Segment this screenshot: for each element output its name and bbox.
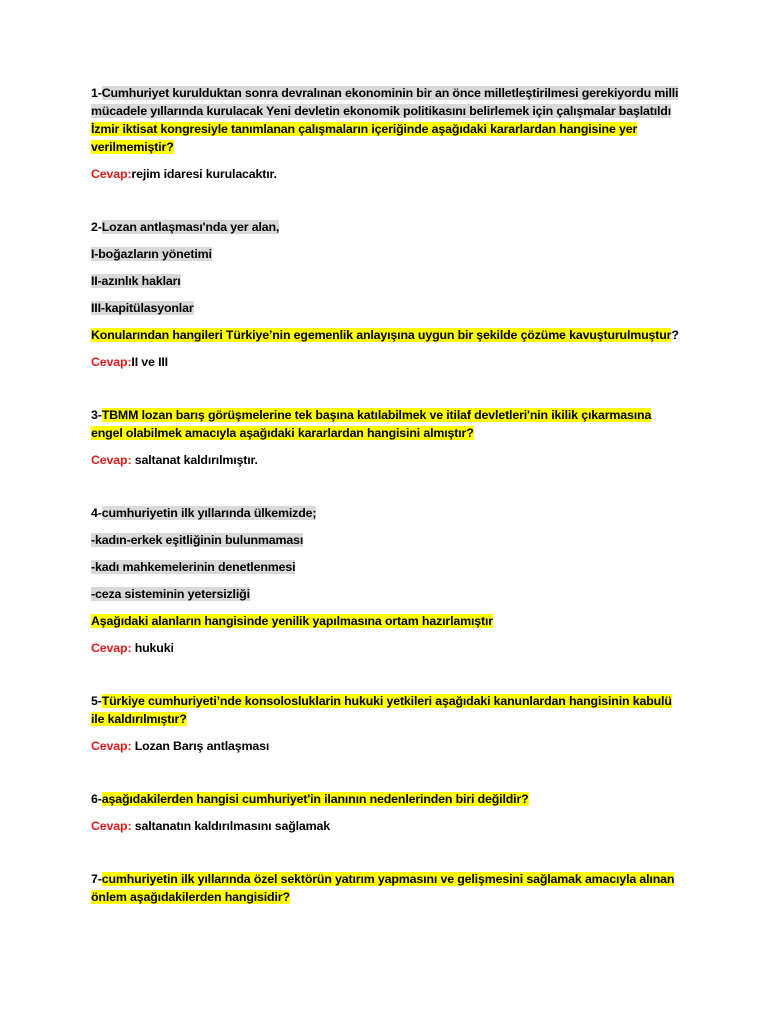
list-item [91, 585, 681, 603]
answer-label: Cevap: [91, 167, 132, 181]
answer-6 [91, 817, 681, 835]
question-number: 4- [91, 506, 102, 520]
question-6 [91, 790, 681, 808]
question-number: 5- [91, 694, 102, 708]
question-context: cumhuriyetin ilk yıllarında ülkemizde; [101, 506, 317, 520]
question-7 [91, 870, 681, 906]
list-item-text: -kadın-erkek eşitliğinin bulunmaması [91, 533, 304, 547]
question-context: Lozan antlaşması'nda yer alan, [101, 220, 280, 234]
question-number: 3- [91, 408, 102, 422]
answer-3 [91, 451, 681, 469]
document-page [91, 84, 681, 906]
answer-label: Cevap: [91, 819, 132, 833]
answer-text: II ve III [131, 355, 168, 369]
answer-label: Cevap: [91, 739, 132, 753]
list-item [91, 272, 681, 290]
question-number: 7- [91, 872, 102, 886]
question-5 [91, 692, 681, 728]
answer-text: Lozan Barış antlaşması [134, 739, 270, 753]
list-item [91, 299, 681, 317]
answer-1 [91, 165, 681, 183]
answer-text: rejim idaresi kurulacaktır. [131, 167, 277, 181]
question-text: Konularından hangileri Türkiye’nin egemenlik anlayışına uygun bir şekilde çözüme kavuşturulmuştur [91, 328, 672, 342]
answer-text: saltanat kaldırılmıştır. [134, 453, 258, 467]
answer-label: Cevap: [91, 355, 132, 369]
question-context: Cumhuriyet kurulduktan sonra devralınan ekonominin bir an önce milletleştirilmesi gerekiyordu milli mücadele yıllarında kurulacak Yeni devletin ekonomik politikasını belirlemek için çalışmalar başlatıldı [91, 86, 679, 118]
list-item-text: III-kapitülasyonlar [91, 301, 194, 315]
list-item-text: II-azınlık hakları [91, 274, 181, 288]
list-item [91, 558, 681, 576]
list-item [91, 245, 681, 263]
list-item-text: I-boğazların yönetimi [91, 247, 212, 261]
answer-5 [91, 737, 681, 755]
question-text: TBMM lozan barış görüşmelerine tek başına katılabilmek ve itilaf devletleri'nin ikilik çıkarmasına engel olabilmek amacıyla aşağıdaki kararlardan hangisini almıştır? [91, 408, 652, 440]
question-text: Türkiye cumhuriyeti’nde konsolosluklarin hukuki yetkileri aşağıdaki kanunlardan hangisinin kabulü ile kaldırılmıştır? [91, 694, 672, 726]
question-text: İzmir iktisat kongresiyle tanımlanan çalışmaların içeriğinde aşağıdaki kararlardan hangisine yer verilmemiştir? [91, 122, 638, 154]
list-item [91, 531, 681, 549]
answer-label: Cevap: [91, 641, 132, 655]
question-text: aşağıdakilerden hangisi cumhuriyet'in ilanının nedenlerinden biri değildir? [101, 792, 529, 806]
answer-2 [91, 353, 681, 371]
question-3 [91, 406, 681, 442]
answer-4 [91, 639, 681, 657]
question-text: Aşağıdaki alanların hangisinde yenilik yapılmasına ortam hazırlamıştır [91, 614, 493, 628]
answer-text: saltanatın kaldırılmasını sağlamak [134, 819, 331, 833]
question-number: 1- [91, 86, 102, 100]
answer-label: Cevap: [91, 453, 132, 467]
question-1 [91, 84, 681, 156]
question-number: 2- [91, 220, 102, 234]
list-item-text: -ceza sisteminin yetersizliği [91, 587, 250, 601]
question-text: cumhuriyetin ilk yıllarında özel sektörün yatırım yapmasını ve gelişmesini sağlamak amacıyla alınan önlem aşağıdakilerden hangisidir? [91, 872, 675, 904]
question-2 [91, 326, 681, 344]
question-4-intro [91, 504, 681, 522]
list-item-text: -kadı mahkemelerinin denetlenmesi [91, 560, 296, 574]
question-4 [91, 612, 681, 630]
question-number: 6- [91, 792, 102, 806]
answer-text: hukuki [134, 641, 174, 655]
question-2-intro [91, 218, 681, 236]
question-mark: ? [671, 328, 679, 342]
